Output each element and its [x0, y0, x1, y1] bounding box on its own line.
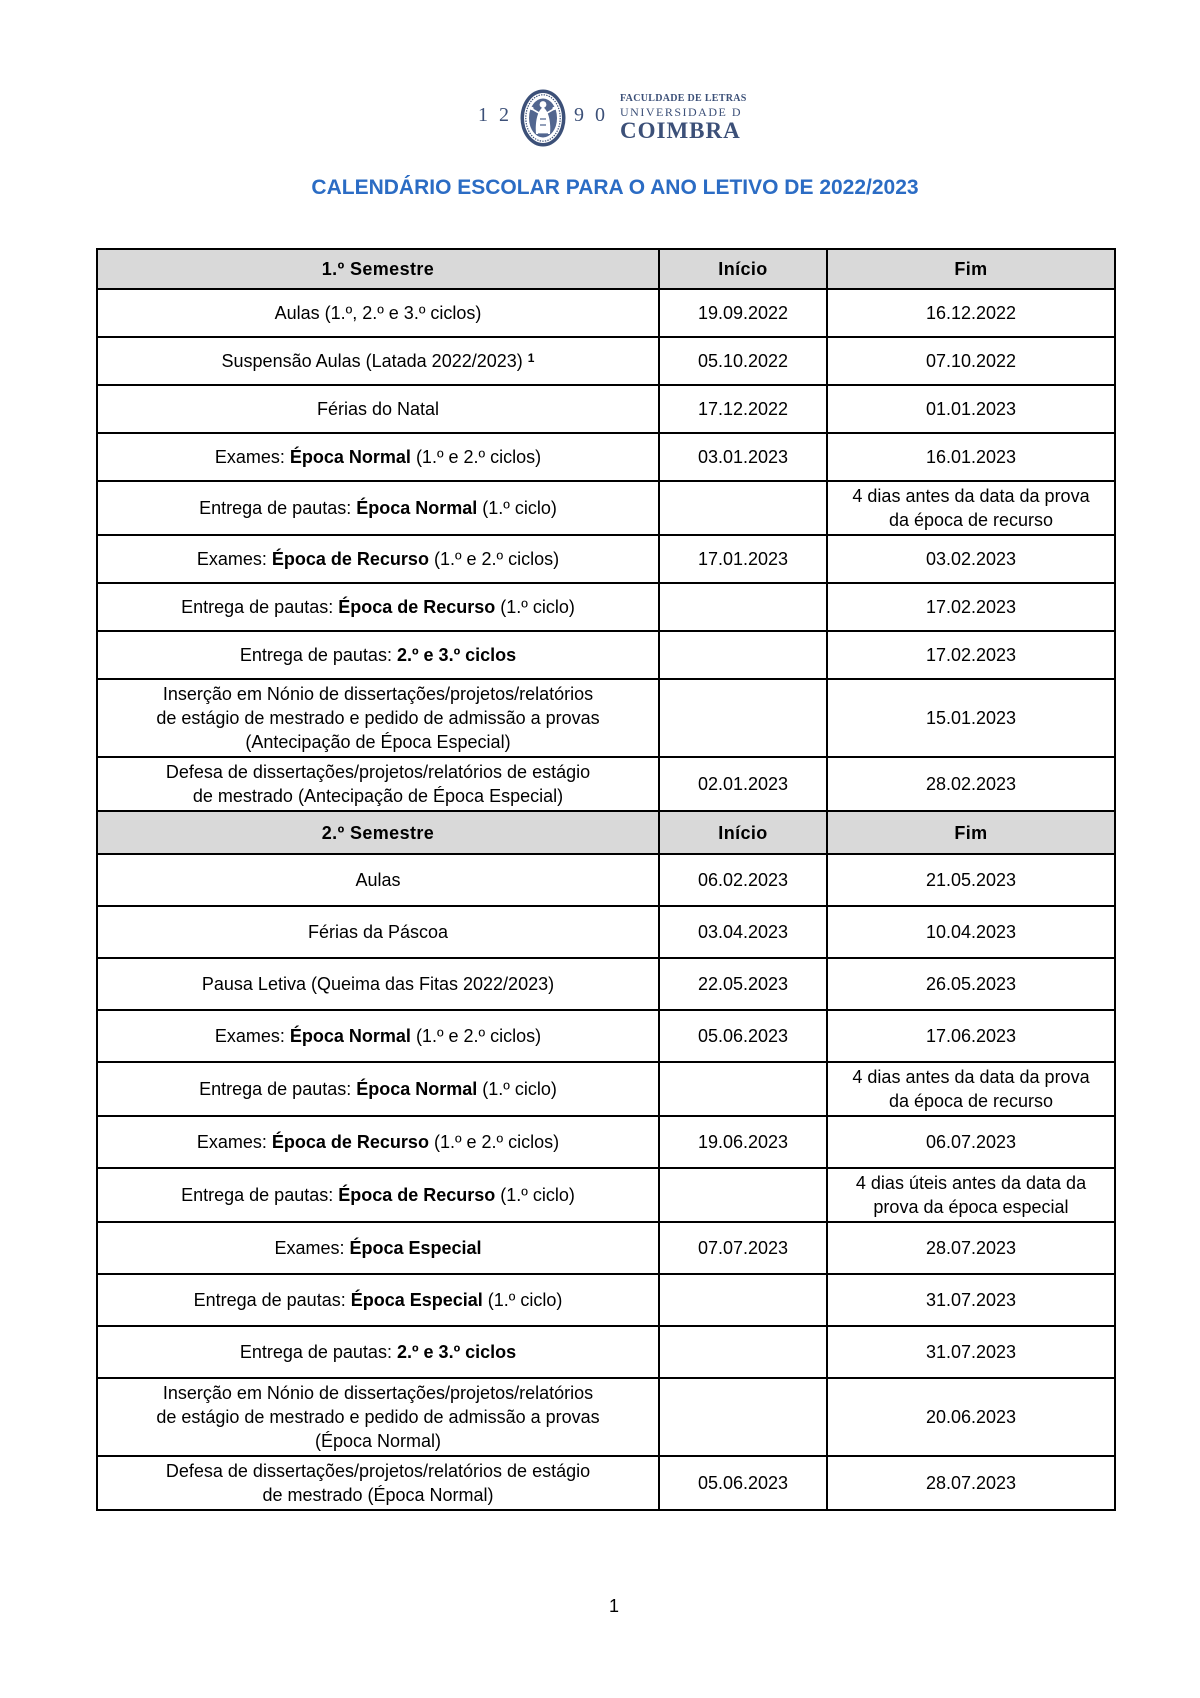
activity-text: (1.º e 2.º ciclos) — [410, 447, 542, 467]
activity-text: Suspensão Aulas (Latada 2022/2023) — [221, 351, 528, 371]
start-column-header: Início — [659, 811, 827, 854]
calendar-row — [97, 1062, 1115, 1116]
activity-cell — [97, 337, 659, 385]
start-date-cell — [659, 1326, 827, 1378]
activity-cell — [97, 1116, 659, 1168]
start-date-cell — [659, 1062, 827, 1116]
activity-text: Exames: — [214, 1026, 290, 1046]
calendar-table-body — [97, 249, 1115, 1510]
calendar-row — [97, 1326, 1115, 1378]
calendar-row — [97, 1222, 1115, 1274]
activity-text: Férias do Natal — [316, 399, 440, 419]
start-date-cell — [659, 1274, 827, 1326]
activity-text: Entrega de pautas: — [239, 645, 397, 665]
logo-year-right: 90 — [574, 104, 616, 126]
activity-text: Aulas — [355, 870, 401, 890]
page-title: CALENDÁRIO ESCOLAR PARA O ANO LETIVO DE 2022/2023 — [311, 176, 919, 199]
activity-text: Pausa Letiva (Queima das Fitas 2022/2023) — [201, 974, 555, 994]
end-date-cell: 07.10.2022 — [827, 337, 1115, 385]
activity-text: Exames: — [274, 1238, 350, 1258]
page-number: 1 — [608, 1596, 619, 1616]
activity-text: Inserção em Nónio de dissertações/projetos/relatórios de estágio de mestrado e pedido de admissão a provas (Época Normal) — [156, 1383, 600, 1451]
end-date-cell: 15.01.2023 — [827, 679, 1115, 757]
calendar-row — [97, 535, 1115, 583]
calendar-row — [97, 854, 1115, 906]
end-date-cell: 06.07.2023 — [827, 1116, 1115, 1168]
logo-faculty-text: FACULDADE DE LETRAS — [620, 93, 747, 104]
end-date-cell: 31.07.2023 — [827, 1274, 1115, 1326]
activity-text: Entrega de pautas: — [199, 1079, 357, 1099]
activity-text: (1.º ciclo) — [495, 1185, 575, 1205]
semester-2-header-row — [97, 811, 1115, 854]
start-date-cell — [659, 631, 827, 679]
end-date-cell: 26.05.2023 — [827, 958, 1115, 1010]
activity-cell — [97, 535, 659, 583]
start-date-cell — [659, 583, 827, 631]
calendar-row — [97, 1378, 1115, 1456]
activity-text-bold: Época de Recurso — [338, 1185, 496, 1205]
activity-text: (1.º e 2.º ciclos) — [428, 1132, 560, 1152]
semester-1-header-row — [97, 249, 1115, 289]
start-date-cell — [659, 1168, 827, 1222]
activity-cell — [97, 1456, 659, 1510]
start-date-cell: 03.04.2023 — [659, 906, 827, 958]
start-date-cell: 07.07.2023 — [659, 1222, 827, 1274]
start-date-cell: 06.02.2023 — [659, 854, 827, 906]
logo-year-left: 12 — [478, 104, 520, 126]
activity-text: Inserção em Nónio de dissertações/projetos/relatórios de estágio de mestrado e pedido de admissão a provas (Antecipação de Época Especial) — [156, 684, 600, 752]
activity-cell — [97, 1222, 659, 1274]
activity-text: Defesa de dissertações/projetos/relatórios de estágio de mestrado (Época Normal) — [165, 1461, 591, 1505]
calendar-row — [97, 906, 1115, 958]
start-date-cell: 05.06.2023 — [659, 1456, 827, 1510]
activity-cell — [97, 1168, 659, 1222]
activity-text: Exames: — [196, 1132, 272, 1152]
calendar-row — [97, 289, 1115, 337]
activity-cell — [97, 385, 659, 433]
calendar-row — [97, 481, 1115, 535]
end-date-cell: 01.01.2023 — [827, 385, 1115, 433]
start-date-cell: 17.12.2022 — [659, 385, 827, 433]
logo-city-text: COIMBRA — [620, 118, 741, 143]
end-date-cell: 03.02.2023 — [827, 535, 1115, 583]
logo-university-text: UNIVERSIDADE D — [620, 105, 742, 119]
calendar-row — [97, 337, 1115, 385]
activity-cell — [97, 854, 659, 906]
calendar-row — [97, 583, 1115, 631]
end-date-cell: 4 dias úteis antes da data da prova da época especial — [827, 1168, 1115, 1222]
start-date-cell: 05.10.2022 — [659, 337, 827, 385]
semester-2-heading: 2.º Semestre — [97, 811, 659, 854]
activity-cell — [97, 631, 659, 679]
activity-text: (1.º ciclo) — [477, 1079, 557, 1099]
calendar-row — [97, 679, 1115, 757]
activity-cell — [97, 1062, 659, 1116]
calendar-table — [96, 248, 1116, 1511]
start-date-cell — [659, 481, 827, 535]
activity-text: Entrega de pautas: — [181, 597, 339, 617]
end-date-cell: 17.02.2023 — [827, 631, 1115, 679]
end-date-cell: 4 dias antes da data da prova da época de recurso — [827, 481, 1115, 535]
end-date-cell: 21.05.2023 — [827, 854, 1115, 906]
start-date-cell: 02.01.2023 — [659, 757, 827, 811]
activity-cell — [97, 757, 659, 811]
activity-text: Defesa de dissertações/projetos/relatórios de estágio de mestrado (Antecipação de Época Especial) — [165, 762, 591, 806]
end-date-cell: 4 dias antes da data da prova da época de recurso — [827, 1062, 1115, 1116]
calendar-row — [97, 757, 1115, 811]
end-date-cell: 17.02.2023 — [827, 583, 1115, 631]
activity-cell — [97, 1378, 659, 1456]
activity-text-bold: 2.º e 3.º ciclos — [396, 1342, 517, 1362]
activity-text: (1.º ciclo) — [495, 597, 575, 617]
activity-text: (1.º e 2.º ciclos) — [428, 549, 560, 569]
end-date-cell: 20.06.2023 — [827, 1378, 1115, 1456]
start-date-cell: 17.01.2023 — [659, 535, 827, 583]
calendar-row — [97, 385, 1115, 433]
end-column-header: Fim — [827, 811, 1115, 854]
end-date-cell: 16.12.2022 — [827, 289, 1115, 337]
calendar-row — [97, 1116, 1115, 1168]
end-date-cell: 28.07.2023 — [827, 1222, 1115, 1274]
activity-cell — [97, 433, 659, 481]
start-date-cell: 22.05.2023 — [659, 958, 827, 1010]
activity-cell — [97, 906, 659, 958]
activity-text-bold: Época de Recurso — [338, 597, 496, 617]
semester-1-heading: 1.º Semestre — [97, 249, 659, 289]
activity-text: (1.º ciclo) — [482, 1290, 563, 1310]
calendar-row — [97, 433, 1115, 481]
start-column-header: Início — [659, 249, 827, 289]
activity-text-bold: Época Normal — [356, 1079, 478, 1099]
start-date-cell: 19.09.2022 — [659, 289, 827, 337]
activity-text-bold: Época Especial — [350, 1290, 483, 1310]
calendar-row — [97, 1274, 1115, 1326]
calendar-row — [97, 631, 1115, 679]
activity-text-bold: Época de Recurso — [271, 1132, 429, 1152]
end-date-cell: 17.06.2023 — [827, 1010, 1115, 1062]
activity-cell — [97, 289, 659, 337]
calendar-row — [97, 1456, 1115, 1510]
activity-text: Exames: — [214, 447, 290, 467]
activity-cell — [97, 481, 659, 535]
activity-text-bold: Época Especial — [349, 1238, 482, 1258]
activity-text-bold: Época Normal — [356, 498, 478, 518]
footnote-marker: 1 — [527, 351, 535, 365]
start-date-cell — [659, 1378, 827, 1456]
start-date-cell: 03.01.2023 — [659, 433, 827, 481]
activity-text-bold: Época Normal — [289, 447, 411, 467]
activity-text: (1.º e 2.º ciclos) — [410, 1026, 542, 1046]
activity-cell — [97, 679, 659, 757]
end-date-cell: 28.02.2023 — [827, 757, 1115, 811]
activity-text: Entrega de pautas: — [181, 1185, 339, 1205]
end-date-cell: 28.07.2023 — [827, 1456, 1115, 1510]
start-date-cell: 05.06.2023 — [659, 1010, 827, 1062]
activity-text: Aulas (1.º, 2.º e 3.º ciclos) — [274, 303, 482, 323]
start-date-cell — [659, 679, 827, 757]
activity-text: (1.º ciclo) — [477, 498, 557, 518]
end-date-cell: 16.01.2023 — [827, 433, 1115, 481]
calendar-row — [97, 1010, 1115, 1062]
end-date-cell: 31.07.2023 — [827, 1326, 1115, 1378]
calendar-row — [97, 958, 1115, 1010]
activity-text: Entrega de pautas: — [239, 1342, 397, 1362]
activity-text: Férias da Páscoa — [307, 922, 449, 942]
activity-text: Entrega de pautas: — [199, 498, 357, 518]
activity-cell — [97, 1326, 659, 1378]
activity-cell — [97, 583, 659, 631]
activity-text: Exames: — [196, 549, 272, 569]
end-column-header: Fim — [827, 249, 1115, 289]
activity-text-bold: Época de Recurso — [271, 549, 429, 569]
activity-text: Entrega de pautas: — [193, 1290, 351, 1310]
calendar-row — [97, 1168, 1115, 1222]
activity-cell — [97, 1274, 659, 1326]
start-date-cell: 19.06.2023 — [659, 1116, 827, 1168]
activity-text-bold: 2.º e 3.º ciclos — [396, 645, 517, 665]
end-date-cell: 10.04.2023 — [827, 906, 1115, 958]
university-seal-icon — [520, 89, 566, 147]
calendar-table-container — [96, 248, 1114, 1511]
activity-text-bold: Época Normal — [289, 1026, 411, 1046]
activity-cell — [97, 958, 659, 1010]
activity-cell — [97, 1010, 659, 1062]
